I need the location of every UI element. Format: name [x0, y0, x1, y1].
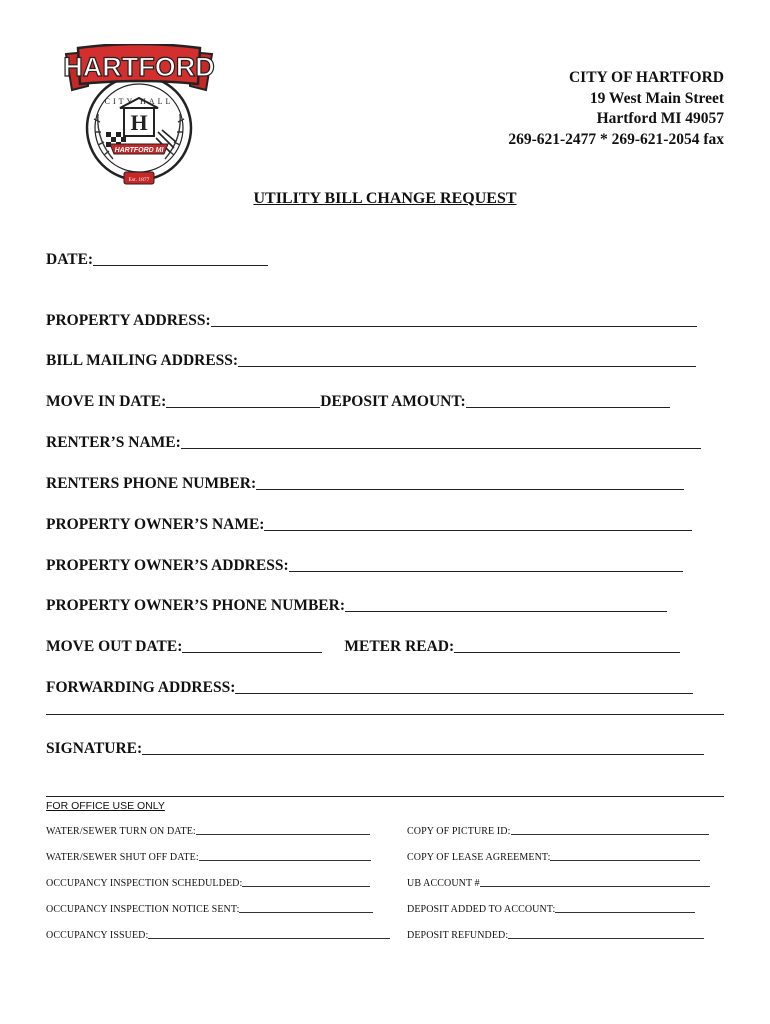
owners-phone-label: PROPERTY OWNER’S PHONE NUMBER:: [46, 597, 345, 614]
move-in-date-line[interactable]: [166, 407, 320, 408]
office-right-label-2: COPY OF LEASE AGREEMENT:: [407, 852, 551, 863]
office-left-label-2: WATER/SEWER SHUT OFF DATE:: [46, 852, 199, 863]
office-left-row-3[interactable]: [46, 878, 370, 889]
date-field[interactable]: [46, 251, 268, 269]
office-left-row-1[interactable]: [46, 826, 370, 837]
office-left-row-5[interactable]: [46, 930, 390, 941]
property-address-label: PROPERTY ADDRESS:: [46, 312, 211, 329]
renters-phone-label: RENTERS PHONE NUMBER:: [46, 475, 257, 492]
city-address-block: [508, 68, 724, 150]
owners-address-field[interactable]: [46, 557, 683, 575]
owners-name-field[interactable]: [46, 516, 692, 534]
forwarding-address-line[interactable]: [235, 693, 693, 694]
office-right-row-4[interactable]: [407, 904, 695, 915]
office-left-line-5[interactable]: [148, 938, 390, 939]
renters-name-line[interactable]: [181, 448, 701, 449]
office-left-row-2[interactable]: [46, 852, 371, 863]
office-left-line-3[interactable]: [242, 886, 370, 887]
owners-phone-line[interactable]: [345, 611, 667, 612]
city-name: CITY OF HARTFORD: [568, 69, 724, 86]
move-out-date-label: MOVE OUT DATE:: [46, 638, 183, 655]
bill-mailing-address-field[interactable]: [46, 352, 696, 370]
property-address-line[interactable]: [211, 326, 697, 327]
signature-label: SIGNATURE:: [46, 740, 143, 757]
office-left-line-4[interactable]: [239, 912, 373, 913]
street-address: 19 West Main Street: [589, 89, 724, 107]
bill-mailing-address-label: BILL MAILING ADDRESS:: [46, 352, 239, 369]
signature-line[interactable]: [142, 754, 704, 755]
property-address-field[interactable]: [46, 312, 697, 330]
forwarding-address-field[interactable]: [46, 679, 693, 697]
office-left-label-3: OCCUPANCY INSPECTION SCHEDULDED:: [46, 878, 243, 889]
deposit-amount-label: DEPOSIT AMOUNT:: [320, 393, 466, 410]
signature-line-2[interactable]: [46, 796, 724, 797]
office-right-line-3[interactable]: [480, 886, 710, 887]
date-line[interactable]: [93, 265, 268, 266]
deposit-amount-line[interactable]: [466, 407, 670, 408]
office-left-label-4: OCCUPANCY INSPECTION NOTICE SENT:: [46, 904, 240, 915]
meter-read-label: METER READ:: [344, 638, 455, 655]
move-out-date-line[interactable]: [182, 652, 322, 653]
move-in-date-label: MOVE IN DATE:: [46, 393, 167, 410]
office-left-line-2[interactable]: [199, 860, 371, 861]
logo-arc-text: CITY HALL: [104, 97, 174, 106]
office-left-label-1: WATER/SEWER TURN ON DATE:: [46, 826, 196, 837]
owners-address-line[interactable]: [289, 571, 683, 572]
office-right-row-1[interactable]: [407, 826, 709, 837]
office-right-label-1: COPY OF PICTURE ID:: [407, 826, 511, 837]
office-left-line-1[interactable]: [196, 834, 370, 835]
move-in-date-field[interactable]: [46, 393, 670, 411]
owners-name-line[interactable]: [264, 530, 692, 531]
renters-phone-line[interactable]: [256, 489, 684, 490]
meter-read-line[interactable]: [454, 652, 680, 653]
office-left-label-5: OCCUPANCY ISSUED:: [46, 930, 149, 941]
office-right-row-2[interactable]: [407, 852, 700, 863]
renters-phone-field[interactable]: [46, 475, 684, 493]
office-right-line-4[interactable]: [555, 912, 695, 913]
office-right-line-2[interactable]: [550, 860, 700, 861]
city-state-zip: Hartford MI 49057: [596, 110, 724, 127]
date-label: DATE:: [46, 251, 94, 268]
owners-phone-field[interactable]: [46, 597, 667, 615]
renters-name-field[interactable]: [46, 434, 701, 452]
bill-mailing-address-line[interactable]: [238, 366, 696, 367]
form-title: UTILITY BILL CHANGE REQUEST: [253, 190, 517, 207]
office-right-row-3[interactable]: [407, 878, 710, 889]
owners-name-label: PROPERTY OWNER’S NAME:: [46, 516, 265, 533]
office-right-row-5[interactable]: [407, 930, 704, 941]
office-right-label-4: DEPOSIT ADDED TO ACCOUNT:: [407, 904, 556, 915]
office-left-row-4[interactable]: [46, 904, 373, 915]
office-right-line-5[interactable]: [508, 938, 704, 939]
office-right-label-5: DEPOSIT REFUNDED:: [407, 930, 509, 941]
logo-est-text: Est. 1877: [128, 177, 150, 183]
renters-name-label: RENTER’S NAME:: [46, 434, 181, 451]
logo-h-letter: H: [130, 110, 148, 135]
forwarding-address-line-2[interactable]: [46, 714, 724, 715]
signature-field[interactable]: [46, 740, 704, 758]
hartford-logo: [58, 44, 220, 194]
logo-banner-text: HARTFORD: [63, 52, 215, 82]
logo-ribbon-text: HARTFORD MI: [114, 147, 164, 154]
office-right-label-3: UB ACCOUNT #: [407, 878, 480, 889]
office-use-heading: FOR OFFICE USE ONLY: [46, 800, 165, 812]
owners-address-label: PROPERTY OWNER’S ADDRESS:: [46, 557, 289, 574]
office-right-line-1[interactable]: [511, 834, 709, 835]
move-out-date-field[interactable]: [46, 638, 680, 656]
phone-fax: 269-621-2477 * 269-621-2054 fax: [508, 130, 724, 148]
forwarding-address-label: FORWARDING ADDRESS:: [46, 679, 236, 696]
